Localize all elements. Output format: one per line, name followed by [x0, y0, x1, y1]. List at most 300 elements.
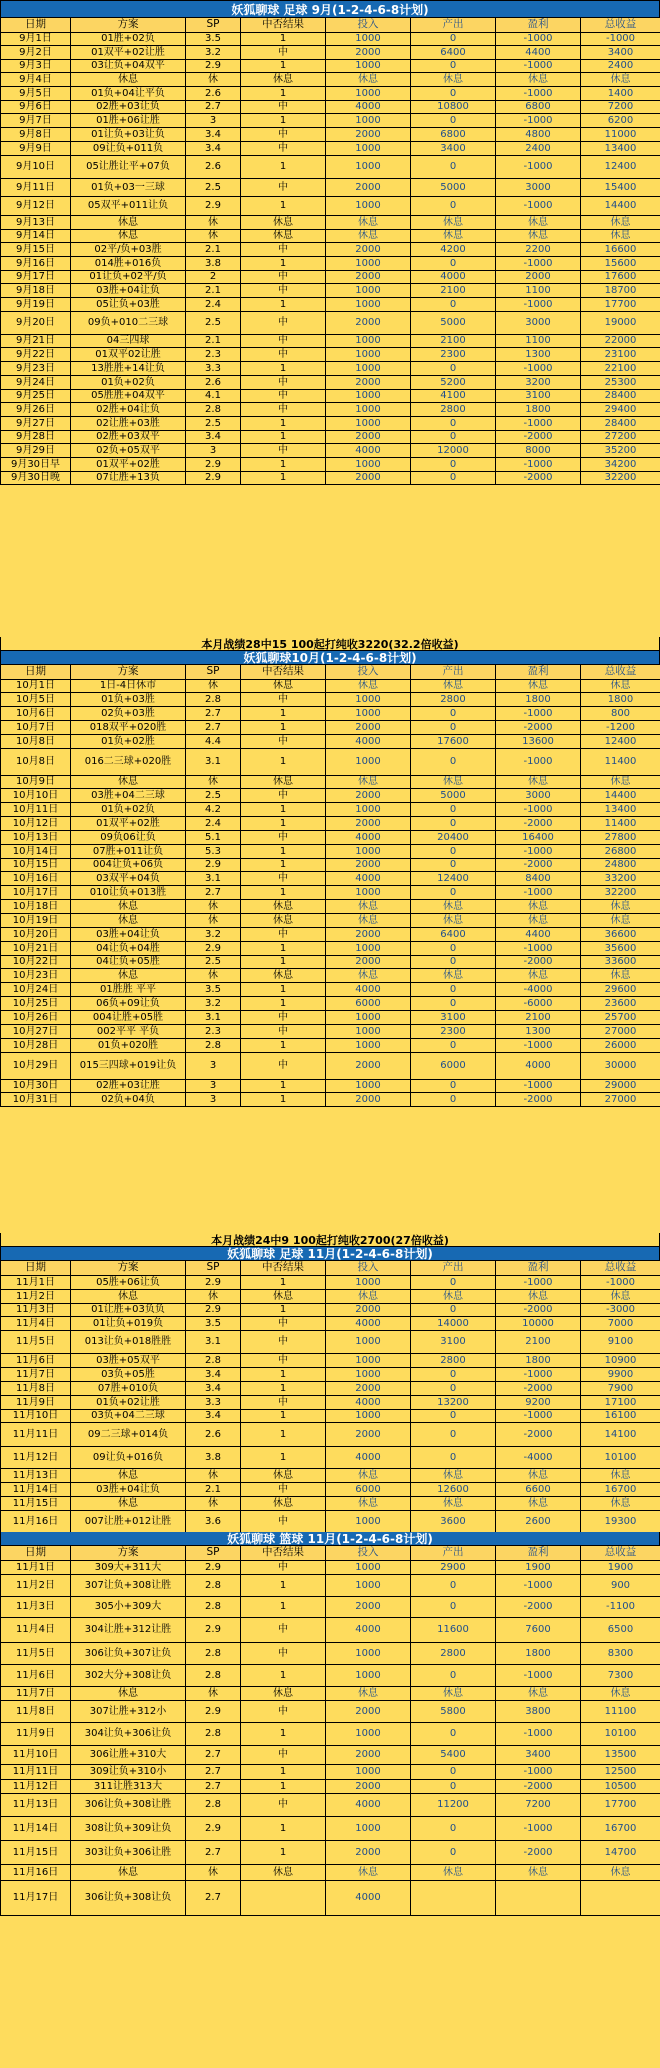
cell-result: 1 — [241, 955, 326, 968]
cell-profit: -1000 — [496, 416, 581, 430]
header-sp: SP — [186, 1261, 241, 1275]
cell-stake: 1000 — [326, 334, 411, 347]
cell-profit: -2000 — [496, 1779, 581, 1793]
cell-payout: 2800 — [411, 692, 496, 706]
cell-plan: 09二三球+014负 — [71, 1422, 186, 1446]
cell-date: 11月9日 — [1, 1722, 71, 1745]
table-row — [1, 229, 660, 242]
cell-payout: 休息 — [411, 913, 496, 927]
cell-profit: -2000 — [496, 1303, 581, 1316]
cell-stake: 1000 — [326, 885, 411, 899]
cell-plan: 05让胜让平+07负 — [71, 155, 186, 178]
cell-stake: 4000 — [326, 1880, 411, 1915]
cell-payout: 休息 — [411, 229, 496, 242]
cell-date: 11月10日 — [1, 1745, 71, 1764]
header-sp: SP — [186, 18, 241, 32]
cell-sp: 5.3 — [186, 844, 241, 858]
cell-stake: 2000 — [326, 45, 411, 59]
cell-plan: 休息 — [71, 215, 186, 229]
cell-stake: 4000 — [326, 1793, 411, 1816]
cell-sp: 休 — [186, 1864, 241, 1880]
cell-result: 1 — [241, 748, 326, 775]
table-row — [1, 1596, 660, 1617]
cell-stake: 1000 — [326, 347, 411, 361]
record-table — [0, 665, 660, 1107]
cell-date: 11月8日 — [1, 1700, 71, 1722]
cell-plan: 09让负+016负 — [71, 1446, 186, 1468]
cell-sp: 2.8 — [186, 692, 241, 706]
cell-total: 7900 — [581, 1381, 660, 1395]
table-row — [1, 996, 660, 1010]
cell-stake: 休息 — [326, 215, 411, 229]
table-row — [1, 1510, 660, 1532]
cell-total: 休息 — [581, 775, 660, 788]
cell-result: 中 — [241, 389, 326, 402]
cell-sp: 2.9 — [186, 196, 241, 215]
cell-sp: 3.1 — [186, 1010, 241, 1024]
cell-payout: 4000 — [411, 270, 496, 283]
cell-plan: 01负+02胜 — [71, 734, 186, 748]
cell-sp: 3.2 — [186, 996, 241, 1010]
cell-profit: -1000 — [496, 256, 581, 270]
cell-result: 休息 — [241, 899, 326, 913]
cell-total: 11000 — [581, 127, 660, 141]
table-row — [1, 443, 660, 457]
cell-profit: 休息 — [496, 72, 581, 86]
cell-profit: 休息 — [496, 775, 581, 788]
cell-date: 9月21日 — [1, 334, 71, 347]
cell-sp: 2.5 — [186, 178, 241, 196]
cell-plan: 304让负+306让负 — [71, 1722, 186, 1745]
cell-total: 6500 — [581, 1617, 660, 1642]
cell-total: 16700 — [581, 1482, 660, 1496]
cell-sp: 2.8 — [186, 1722, 241, 1745]
cell-plan: 004让负+06负 — [71, 858, 186, 871]
cell-profit: 1900 — [496, 1560, 581, 1574]
cell-payout: 0 — [411, 748, 496, 775]
cell-plan: 03胜+04二三球 — [71, 788, 186, 802]
cell-plan: 308让负+309让负 — [71, 1816, 186, 1840]
table-row — [1, 402, 660, 416]
cell-sp: 3.4 — [186, 430, 241, 443]
cell-sp: 2.7 — [186, 1779, 241, 1793]
cell-plan: 03让负+04双平 — [71, 59, 186, 72]
cell-stake: 1000 — [326, 457, 411, 471]
cell-profit: 16400 — [496, 830, 581, 844]
table-row — [1, 679, 660, 692]
table-row — [1, 430, 660, 443]
table-row — [1, 1864, 660, 1880]
cell-result: 中 — [241, 1560, 326, 1574]
cell-total: 7200 — [581, 100, 660, 113]
cell-sp: 休 — [186, 679, 241, 692]
table-row — [1, 215, 660, 229]
cell-total: 19000 — [581, 311, 660, 334]
cell-payout: 0 — [411, 1038, 496, 1052]
cell-sp: 2.6 — [186, 375, 241, 389]
cell-plan: 休息 — [71, 1289, 186, 1303]
header-date: 日期 — [1, 665, 71, 679]
cell-stake: 2000 — [326, 127, 411, 141]
table-row — [1, 1779, 660, 1793]
header-payout: 产出 — [411, 665, 496, 679]
cell-result: 中 — [241, 830, 326, 844]
cell-sp: 3.2 — [186, 45, 241, 59]
cell-total: 12400 — [581, 734, 660, 748]
cell-total: 30000 — [581, 1052, 660, 1079]
cell-result: 1 — [241, 457, 326, 471]
table-row — [1, 706, 660, 720]
cell-plan: 休息 — [71, 1496, 186, 1510]
cell-stake: 2000 — [326, 1745, 411, 1764]
cell-date: 10月5日 — [1, 692, 71, 706]
cell-plan: 休息 — [71, 968, 186, 982]
cell-payout: 休息 — [411, 1496, 496, 1510]
cell-result: 中 — [241, 242, 326, 256]
cell-date: 9月30日早 — [1, 457, 71, 471]
cell-sp: 2.7 — [186, 1840, 241, 1864]
cell-profit: -1000 — [496, 1275, 581, 1289]
cell-total: 2400 — [581, 59, 660, 72]
cell-result: 1 — [241, 1275, 326, 1289]
cell-total: -1000 — [581, 1275, 660, 1289]
cell-total: 1900 — [581, 1560, 660, 1574]
cell-sp: 2.9 — [186, 59, 241, 72]
cell-payout: 休息 — [411, 72, 496, 86]
cell-plan: 303让负+306让胜 — [71, 1840, 186, 1864]
cell-plan: 02胜+03让负 — [71, 100, 186, 113]
cell-result: 休息 — [241, 1468, 326, 1482]
cell-payout: 0 — [411, 1722, 496, 1745]
table-row — [1, 1353, 660, 1367]
month-summary: 本月战绩24中9 100起打纯收2700(27倍收益) — [0, 1233, 660, 1247]
cell-total: 13400 — [581, 802, 660, 816]
cell-total: 休息 — [581, 72, 660, 86]
cell-date: 10月7日 — [1, 720, 71, 734]
cell-payout: 0 — [411, 1664, 496, 1686]
cell-payout: 2800 — [411, 1353, 496, 1367]
cell-sp: 3.5 — [186, 982, 241, 996]
cell-profit: 休息 — [496, 899, 581, 913]
cell-total: 休息 — [581, 899, 660, 913]
cell-plan: 013让负+018胜胜 — [71, 1330, 186, 1353]
cell-result: 休息 — [241, 968, 326, 982]
cell-result: 中 — [241, 141, 326, 155]
cell-payout: 0 — [411, 1422, 496, 1446]
cell-stake: 2000 — [326, 1700, 411, 1722]
cell-stake: 1000 — [326, 283, 411, 297]
cell-payout: 0 — [411, 802, 496, 816]
cell-date: 9月14日 — [1, 229, 71, 242]
cell-plan: 01负+02让胜 — [71, 1395, 186, 1409]
header-result: 中否结果 — [241, 18, 326, 32]
cell-payout: 0 — [411, 457, 496, 471]
cell-payout: 5200 — [411, 375, 496, 389]
cell-payout: 14000 — [411, 1316, 496, 1330]
cell-stake: 1000 — [326, 256, 411, 270]
cell-payout: 5000 — [411, 788, 496, 802]
cell-plan: 休息 — [71, 229, 186, 242]
cell-stake: 休息 — [326, 775, 411, 788]
cell-sp: 3 — [186, 443, 241, 457]
cell-result: 休息 — [241, 1864, 326, 1880]
cell-plan: 306让负+308让胜 — [71, 1793, 186, 1816]
cell-plan: 02胜+03让胜 — [71, 1079, 186, 1092]
cell-result: 1 — [241, 256, 326, 270]
table-row — [1, 968, 660, 982]
cell-payout: 0 — [411, 1816, 496, 1840]
cell-payout: 2800 — [411, 1642, 496, 1664]
cell-sp: 3.4 — [186, 127, 241, 141]
cell-result: 中 — [241, 1010, 326, 1024]
cell-total: 10100 — [581, 1722, 660, 1745]
cell-profit: -1000 — [496, 1764, 581, 1779]
cell-sp: 2.9 — [186, 1617, 241, 1642]
cell-total: 900 — [581, 1574, 660, 1596]
table-row — [1, 816, 660, 830]
table-row — [1, 256, 660, 270]
cell-payout: 0 — [411, 1079, 496, 1092]
cell-profit: -1000 — [496, 113, 581, 127]
cell-plan: 304让胜+312让胜 — [71, 1617, 186, 1642]
cell-total: 14100 — [581, 1422, 660, 1446]
cell-profit: 4400 — [496, 45, 581, 59]
cell-date: 9月8日 — [1, 127, 71, 141]
cell-payout: 0 — [411, 416, 496, 430]
table-row — [1, 1722, 660, 1745]
cell-payout: 6000 — [411, 1052, 496, 1079]
cell-result: 1 — [241, 471, 326, 484]
cell-date: 9月16日 — [1, 256, 71, 270]
cell-profit: 4000 — [496, 1052, 581, 1079]
cell-stake: 1000 — [326, 1367, 411, 1381]
cell-sp: 3 — [186, 113, 241, 127]
cell-payout: 0 — [411, 471, 496, 484]
table-row — [1, 1468, 660, 1482]
cell-stake: 休息 — [326, 229, 411, 242]
cell-sp: 3.1 — [186, 748, 241, 775]
cell-total: 25700 — [581, 1010, 660, 1024]
cell-total: 27800 — [581, 830, 660, 844]
cell-stake: 1000 — [326, 941, 411, 955]
cell-plan: 01让胜+03负负 — [71, 1303, 186, 1316]
cell-result: 中 — [241, 347, 326, 361]
table-row — [1, 830, 660, 844]
cell-payout: 3100 — [411, 1010, 496, 1024]
cell-sp: 2.8 — [186, 1038, 241, 1052]
cell-total: 16600 — [581, 242, 660, 256]
cell-total: 27000 — [581, 1092, 660, 1106]
cell-total: -1200 — [581, 720, 660, 734]
cell-payout: 6400 — [411, 927, 496, 941]
cell-total: 16700 — [581, 1816, 660, 1840]
table-row — [1, 45, 660, 59]
cell-sp: 休 — [186, 899, 241, 913]
cell-result: 1 — [241, 155, 326, 178]
cell-stake: 2000 — [326, 927, 411, 941]
cell-total — [581, 1880, 660, 1915]
cell-sp: 3.6 — [186, 1510, 241, 1532]
cell-sp: 2.8 — [186, 1793, 241, 1816]
table-row — [1, 311, 660, 334]
cell-profit: -1000 — [496, 86, 581, 100]
cell-sp: 3.1 — [186, 871, 241, 885]
table-row — [1, 347, 660, 361]
cell-profit: 1100 — [496, 283, 581, 297]
cell-profit: 6600 — [496, 1482, 581, 1496]
cell-total: 14400 — [581, 788, 660, 802]
cell-payout: 0 — [411, 1779, 496, 1793]
table-row — [1, 457, 660, 471]
cell-profit: -1000 — [496, 1079, 581, 1092]
header-plan: 方案 — [71, 1261, 186, 1275]
cell-total: -3000 — [581, 1303, 660, 1316]
cell-result: 1 — [241, 720, 326, 734]
cell-stake: 2000 — [326, 1092, 411, 1106]
cell-profit: 7600 — [496, 1617, 581, 1642]
cell-profit: 3400 — [496, 1745, 581, 1764]
cell-profit: 休息 — [496, 1496, 581, 1510]
cell-sp: 3.4 — [186, 1409, 241, 1422]
cell-result: 中 — [241, 734, 326, 748]
cell-date: 11月1日 — [1, 1560, 71, 1574]
cell-profit: 休息 — [496, 913, 581, 927]
cell-sp: 休 — [186, 1289, 241, 1303]
cell-payout: 2800 — [411, 402, 496, 416]
cell-result: 休息 — [241, 913, 326, 927]
cell-stake: 1000 — [326, 1764, 411, 1779]
cell-plan: 307让胜+312小 — [71, 1700, 186, 1722]
cell-payout: 20400 — [411, 830, 496, 844]
cell-date: 11月11日 — [1, 1764, 71, 1779]
cell-plan: 01负+03一三球 — [71, 178, 186, 196]
table-row — [1, 1642, 660, 1664]
cell-payout: 休息 — [411, 1468, 496, 1482]
cell-sp: 3.5 — [186, 1316, 241, 1330]
cell-profit: -1000 — [496, 844, 581, 858]
table-row — [1, 1316, 660, 1330]
cell-date: 10月6日 — [1, 706, 71, 720]
cell-date: 9月4日 — [1, 72, 71, 86]
cell-payout: 0 — [411, 1574, 496, 1596]
table-row — [1, 1446, 660, 1468]
cell-sp: 2.1 — [186, 334, 241, 347]
cell-result: 1 — [241, 1596, 326, 1617]
table-row — [1, 788, 660, 802]
cell-profit: -2000 — [496, 816, 581, 830]
cell-profit: -4000 — [496, 982, 581, 996]
table-row — [1, 283, 660, 297]
cell-plan: 306让负+307让负 — [71, 1642, 186, 1664]
cell-sp: 休 — [186, 968, 241, 982]
cell-sp: 2.9 — [186, 1816, 241, 1840]
cell-date: 9月26日 — [1, 402, 71, 416]
cell-stake: 1000 — [326, 1275, 411, 1289]
cell-plan: 休息 — [71, 72, 186, 86]
header-payout: 产出 — [411, 18, 496, 32]
cell-plan: 02负+04负 — [71, 1092, 186, 1106]
cell-result: 中 — [241, 283, 326, 297]
cell-plan: 309大+311大 — [71, 1560, 186, 1574]
cell-result: 1 — [241, 1303, 326, 1316]
cell-sp: 2.6 — [186, 1422, 241, 1446]
cell-payout: 4200 — [411, 242, 496, 256]
cell-date: 9月18日 — [1, 283, 71, 297]
cell-date: 11月12日 — [1, 1779, 71, 1793]
cell-sp: 2.9 — [186, 1303, 241, 1316]
table-row — [1, 178, 660, 196]
cell-result: 1 — [241, 1722, 326, 1745]
cell-date: 11月16日 — [1, 1510, 71, 1532]
cell-stake: 1000 — [326, 1010, 411, 1024]
cell-plan: 03双平+04负 — [71, 871, 186, 885]
cell-result: 1 — [241, 1764, 326, 1779]
cell-plan: 03负+04二三球 — [71, 1409, 186, 1422]
cell-payout: 12400 — [411, 871, 496, 885]
cell-total: 29600 — [581, 982, 660, 996]
cell-stake: 1000 — [326, 802, 411, 816]
header-date: 日期 — [1, 1261, 71, 1275]
cell-total: 25300 — [581, 375, 660, 389]
cell-profit: -1000 — [496, 196, 581, 215]
cell-result: 中 — [241, 1510, 326, 1532]
cell-profit: -1000 — [496, 155, 581, 178]
cell-payout: 0 — [411, 1275, 496, 1289]
cell-plan: 306让胜+310大 — [71, 1745, 186, 1764]
cell-date: 9月17日 — [1, 270, 71, 283]
cell-plan: 01双平+02胜 — [71, 816, 186, 830]
cell-stake: 4000 — [326, 1617, 411, 1642]
cell-plan: 05胜+06让负 — [71, 1275, 186, 1289]
cell-sp: 2.7 — [186, 1880, 241, 1915]
table-row — [1, 72, 660, 86]
cell-profit: 2600 — [496, 1510, 581, 1532]
header-profit: 盈利 — [496, 1261, 581, 1275]
cell-profit: 休息 — [496, 215, 581, 229]
cell-sp: 2.6 — [186, 86, 241, 100]
cell-sp: 2.8 — [186, 1353, 241, 1367]
cell-result: 1 — [241, 706, 326, 720]
cell-total: 休息 — [581, 1686, 660, 1700]
table-row — [1, 32, 660, 45]
cell-date: 11月4日 — [1, 1617, 71, 1642]
cell-total: 1800 — [581, 692, 660, 706]
cell-payout: 0 — [411, 720, 496, 734]
table-row — [1, 1275, 660, 1289]
cell-date: 10月23日 — [1, 968, 71, 982]
cell-stake: 1000 — [326, 706, 411, 720]
table-row — [1, 1409, 660, 1422]
table-row — [1, 1024, 660, 1038]
cell-profit: -2000 — [496, 430, 581, 443]
cell-date: 11月5日 — [1, 1330, 71, 1353]
cell-result: 1 — [241, 816, 326, 830]
cell-sp: 3.5 — [186, 32, 241, 45]
cell-sp: 2.1 — [186, 283, 241, 297]
cell-total: 14700 — [581, 1840, 660, 1864]
cell-result: 休息 — [241, 215, 326, 229]
cell-total: 休息 — [581, 1289, 660, 1303]
cell-payout: 5000 — [411, 178, 496, 196]
cell-stake: 1000 — [326, 844, 411, 858]
cell-stake: 1000 — [326, 1024, 411, 1038]
cell-stake: 1000 — [326, 32, 411, 45]
cell-result: 1 — [241, 86, 326, 100]
cell-sp: 2.4 — [186, 816, 241, 830]
cell-sp: 5.1 — [186, 830, 241, 844]
cell-date: 11月16日 — [1, 1864, 71, 1880]
table-row — [1, 270, 660, 283]
